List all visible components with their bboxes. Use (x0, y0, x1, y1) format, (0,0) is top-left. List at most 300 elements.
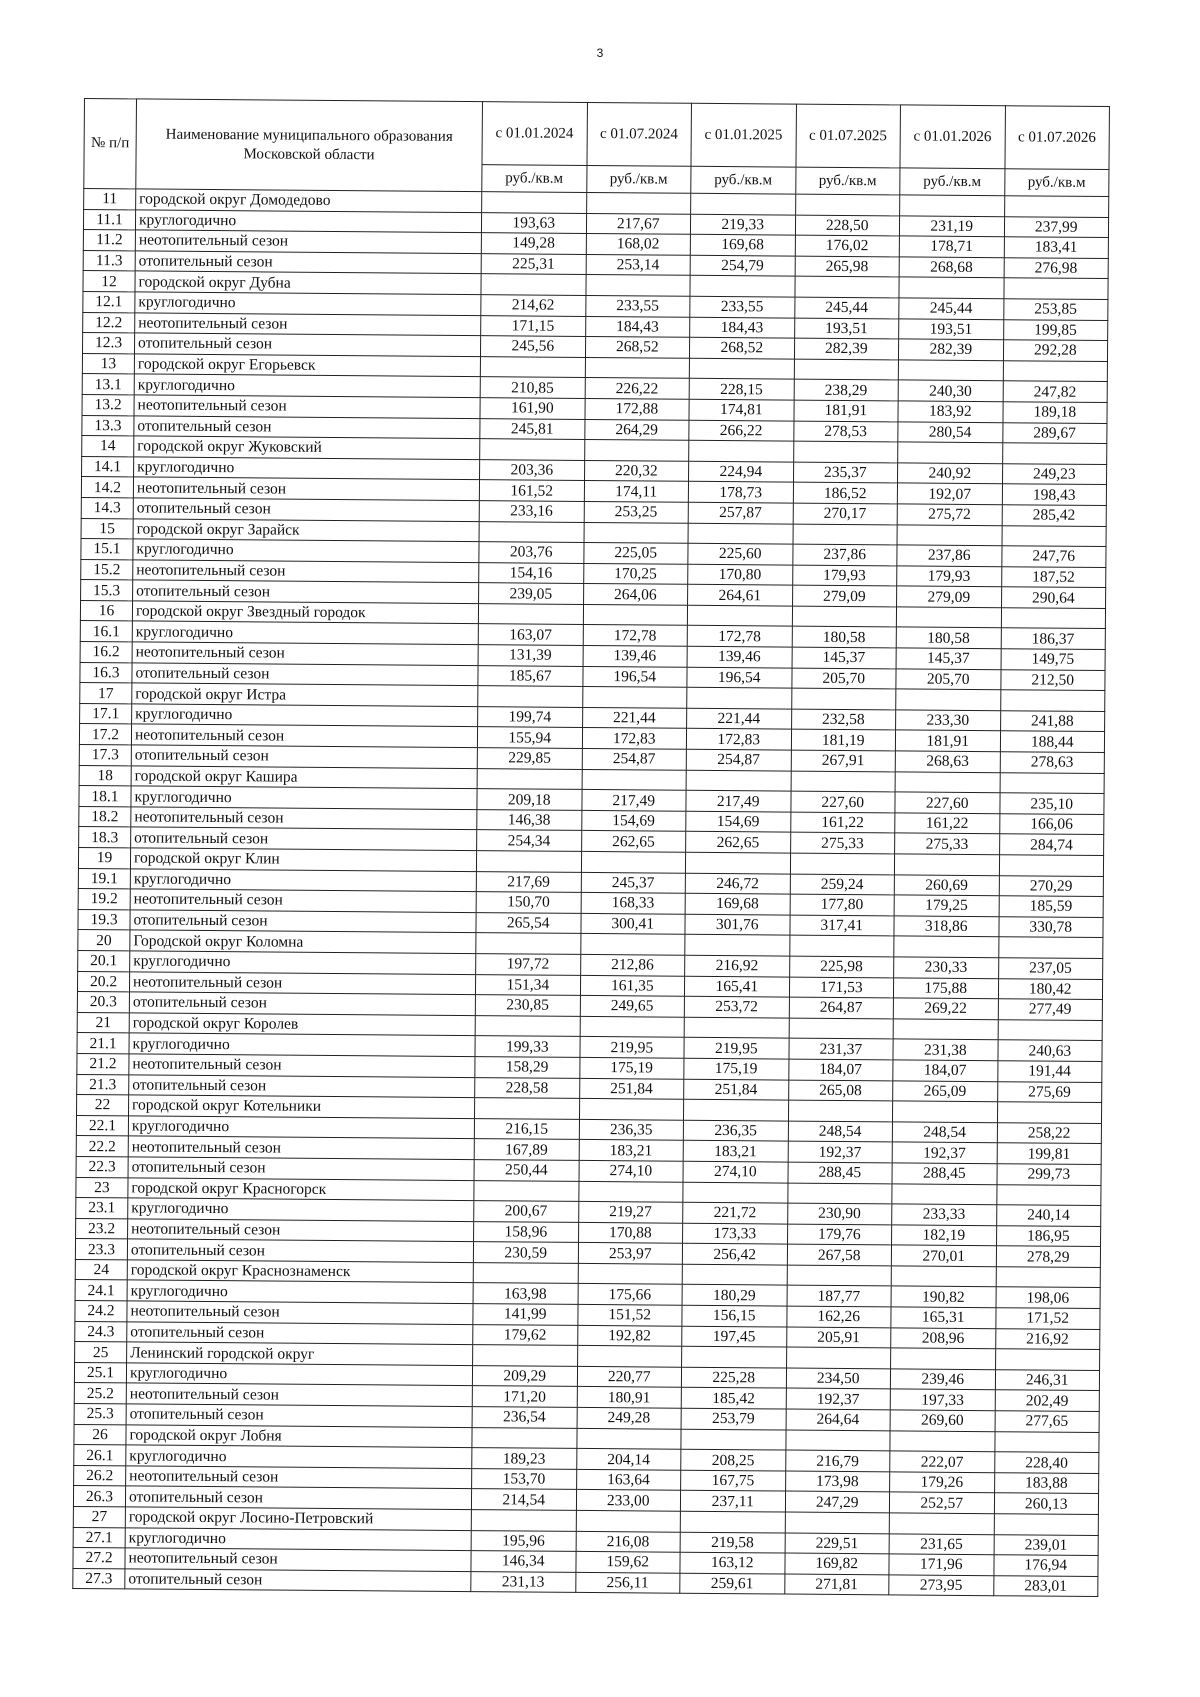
tariff-value (785, 1512, 890, 1533)
tariff-value: 156,15 (682, 1305, 787, 1326)
row-name: городской округ Зарайск (133, 518, 479, 541)
tariff-value: 235,10 (999, 793, 1104, 814)
tariff-value: 232,58 (791, 709, 896, 730)
tariff-value: 180,42 (998, 978, 1103, 999)
row-name: круглогодично (129, 1033, 475, 1056)
row-number: 24 (75, 1259, 127, 1280)
tariff-value: 228,50 (795, 215, 900, 236)
row-number: 25.3 (74, 1403, 126, 1424)
row-number: 16.2 (80, 642, 132, 663)
row-name: круглогодично (134, 457, 480, 480)
tariff-value: 161,22 (790, 812, 895, 833)
tariff-value: 259,24 (790, 874, 895, 895)
tariff-value (476, 851, 581, 872)
tariff-value: 179,62 (473, 1324, 578, 1345)
row-number: 16 (80, 600, 132, 621)
tariff-value (576, 1428, 681, 1449)
tariff-value (1001, 608, 1106, 629)
row-name: отопительный сезон (131, 745, 477, 768)
column-header-period: с 01.07.2026 (1004, 106, 1109, 170)
row-number: 22 (77, 1095, 129, 1116)
tariff-value: 192,07 (897, 483, 1002, 504)
row-number: 27.2 (73, 1548, 125, 1569)
tariff-value: 170,80 (688, 564, 793, 585)
tariff-value: 231,38 (893, 1039, 998, 1060)
tariff-value: 172,78 (583, 625, 688, 646)
row-number: 19.2 (78, 889, 130, 910)
tariff-value: 172,78 (687, 626, 792, 647)
row-number: 24.2 (75, 1301, 127, 1322)
tariff-value: 171,52 (995, 1308, 1100, 1329)
tariff-value: 170,88 (578, 1222, 683, 1243)
tariff-value (472, 1427, 577, 1448)
tariff-value: 169,68 (685, 893, 790, 914)
tariff-value: 180,58 (896, 627, 1001, 648)
row-name: неотопительный сезон (125, 1548, 471, 1571)
tariff-value: 149,28 (481, 233, 586, 254)
row-name: отопительный сезон (126, 1404, 472, 1427)
tariff-value: 166,06 (999, 814, 1104, 835)
tariff-value: 145,37 (896, 648, 1001, 669)
row-name: неотопительный сезон (135, 312, 481, 335)
tariff-value: 231,65 (889, 1533, 994, 1554)
tariff-value: 208,25 (681, 1449, 786, 1470)
tariff-value: 254,79 (690, 255, 795, 276)
tariff-value: 195,96 (471, 1530, 576, 1551)
row-name: отопительный сезон (128, 1157, 474, 1180)
page-number: 3 (596, 46, 604, 60)
row-name: круглогодично (133, 539, 479, 562)
tariff-value: 258,22 (997, 1122, 1102, 1143)
tariff-value (998, 1019, 1103, 1040)
tariff-value: 253,14 (586, 254, 691, 275)
row-number: 15.2 (81, 559, 133, 580)
tariff-value: 259,61 (680, 1573, 785, 1594)
tariff-value (898, 442, 1003, 463)
tariff-value (683, 1182, 788, 1203)
row-number: 20 (78, 930, 130, 951)
tariff-value: 288,45 (892, 1163, 997, 1184)
tariff-value (893, 1019, 998, 1040)
tariff-value: 174,81 (689, 399, 794, 420)
table-body (73, 189, 1109, 1597)
tariff-value: 231,37 (788, 1038, 893, 1059)
tariff-value: 192,82 (577, 1325, 682, 1346)
row-name: неотопительный сезон (128, 1136, 474, 1159)
row-number: 12.2 (83, 312, 135, 333)
tariff-value (892, 1101, 997, 1122)
tariff-value: 233,33 (892, 1204, 997, 1225)
tariff-value: 175,66 (578, 1284, 683, 1305)
tariff-value: 179,25 (894, 895, 999, 916)
tariff-value: 175,19 (684, 1058, 789, 1079)
tariff-value: 181,19 (791, 730, 896, 751)
row-number: 22.1 (76, 1115, 128, 1136)
row-number: 26.1 (74, 1445, 126, 1466)
tariff-value (896, 689, 1001, 710)
tariff-value: 253,72 (684, 996, 789, 1017)
tariff-value: 163,12 (680, 1552, 785, 1573)
tariff-value: 221,72 (683, 1202, 788, 1223)
tariff-value (473, 1262, 578, 1283)
tariff-value (681, 1429, 786, 1450)
row-number: 23.1 (76, 1198, 128, 1219)
row-name: круглогодично (131, 786, 477, 809)
tariff-value: 245,56 (480, 336, 585, 357)
tariff-value: 221,44 (687, 708, 792, 729)
row-name: неотопительный сезон (129, 971, 475, 994)
tariff-value: 240,63 (997, 1040, 1102, 1061)
tariff-value: 282,39 (898, 339, 1003, 360)
tariff-value: 163,07 (478, 624, 583, 645)
row-number: 17.1 (80, 703, 132, 724)
row-number: 14 (82, 436, 134, 457)
tariff-value: 300,41 (580, 913, 685, 934)
tariff-value: 254,87 (582, 748, 687, 769)
tariff-value (1003, 360, 1108, 381)
tariff-value: 171,20 (472, 1386, 577, 1407)
tariff-value (1000, 690, 1105, 711)
tariff-value: 245,44 (899, 298, 1004, 319)
tariff-value (482, 192, 587, 213)
row-name: круглогодично (135, 210, 481, 233)
tariff-value (690, 276, 795, 297)
row-name: круглогодично (130, 951, 476, 974)
tariff-value: 221,44 (582, 707, 687, 728)
tariff-value: 149,75 (1001, 649, 1106, 670)
row-name: отопительный сезон (133, 498, 479, 521)
row-number: 19.1 (78, 868, 130, 889)
tariff-value: 233,16 (479, 501, 584, 522)
tariff-value (787, 1183, 892, 1204)
row-number: 21 (77, 1012, 129, 1033)
tariff-value (789, 935, 894, 956)
tariff-value (890, 1430, 995, 1451)
row-number: 11.3 (83, 250, 135, 271)
row-number: 25.2 (74, 1383, 126, 1404)
tariff-value: 271,81 (784, 1574, 889, 1595)
row-name: городской округ Лобня (126, 1424, 472, 1447)
tariff-value: 228,58 (475, 1077, 580, 1098)
tariff-value: 141,99 (473, 1304, 578, 1325)
unit-label: руб./кв.м (482, 165, 587, 193)
tariff-value: 248,54 (788, 1121, 893, 1142)
tariff-value: 273,95 (889, 1575, 994, 1596)
row-name: круглогодично (128, 1116, 474, 1139)
row-name: неотопительный сезон (130, 889, 476, 912)
row-name: круглогодично (135, 292, 481, 315)
tariff-value: 279,09 (792, 585, 897, 606)
tariff-value: 249,23 (1002, 463, 1107, 484)
tariff-value: 183,41 (1004, 237, 1109, 258)
tariff-value: 217,67 (586, 213, 691, 234)
tariff-value: 161,22 (895, 813, 1000, 834)
tariff-value: 151,52 (577, 1304, 682, 1325)
column-header-period: с 01.01.2025 (691, 103, 796, 167)
tariff-value: 260,69 (894, 874, 999, 895)
tariff-value: 217,49 (581, 790, 686, 811)
tariff-value: 171,96 (889, 1554, 994, 1575)
tariff-value: 239,46 (890, 1369, 995, 1390)
tariff-value: 236,54 (472, 1407, 577, 1428)
row-name: Городской округ Коломна (130, 930, 476, 953)
row-name: городской округ Лосино-Петровский (125, 1507, 471, 1530)
tariff-value: 275,33 (790, 832, 895, 853)
tariff-value: 219,33 (690, 214, 795, 235)
tariff-value: 267,91 (791, 750, 896, 771)
row-number: 25 (75, 1342, 127, 1363)
tariff-value: 154,69 (686, 811, 791, 832)
tariff-value: 248,54 (892, 1122, 997, 1143)
tariff-value: 159,62 (575, 1552, 680, 1573)
tariff-value: 252,57 (889, 1492, 994, 1513)
unit-label: руб./кв.м (1004, 169, 1109, 197)
tariff-value: 172,88 (584, 398, 689, 419)
tariff-value (481, 274, 586, 295)
tariff-value: 240,14 (996, 1205, 1101, 1226)
tariff-value: 168,33 (581, 893, 686, 914)
tariff-value: 230,90 (787, 1203, 892, 1224)
tariff-value: 178,71 (899, 236, 1004, 257)
tariff-value: 192,37 (788, 1141, 893, 1162)
tariff-value (474, 1180, 579, 1201)
tariff-value: 278,53 (793, 421, 898, 442)
tariff-value: 264,06 (583, 584, 688, 605)
tariff-value (687, 605, 792, 626)
row-name: круглогодично (132, 704, 478, 727)
tariff-value: 184,43 (690, 317, 795, 338)
tariff-value (580, 1016, 685, 1037)
row-number: 16.3 (80, 662, 132, 683)
tariff-value (1002, 443, 1107, 464)
tariff-value: 199,74 (478, 706, 583, 727)
row-number: 23 (76, 1177, 128, 1198)
tariff-value: 170,25 (583, 563, 688, 584)
tariff-value: 277,65 (995, 1411, 1100, 1432)
tariff-value: 247,82 (1003, 381, 1108, 402)
row-number: 12 (83, 271, 135, 292)
row-name: круглогодично (125, 1527, 471, 1550)
tariff-value: 212,86 (580, 954, 685, 975)
tariff-value: 169,68 (690, 234, 795, 255)
tariff-value (794, 359, 899, 380)
tariff-value: 237,05 (998, 958, 1103, 979)
tariff-value (583, 604, 688, 625)
tariff-value (687, 688, 792, 709)
tariff-value: 227,60 (790, 791, 895, 812)
tariff-value: 188,44 (1000, 731, 1105, 752)
tariff-value (685, 935, 790, 956)
tariff-value: 233,30 (896, 710, 1001, 731)
row-number: 27.1 (73, 1527, 125, 1548)
row-number: 17 (80, 683, 132, 704)
row-number: 18 (79, 765, 131, 786)
tariff-value (474, 1098, 579, 1119)
row-name: отопительный сезон (130, 910, 476, 933)
row-name: круглогодично (127, 1280, 473, 1303)
tariff-value: 219,95 (684, 1038, 789, 1059)
row-name: городской округ Дубна (135, 271, 481, 294)
tariff-value (787, 1265, 892, 1286)
tariff-value: 274,10 (579, 1160, 684, 1181)
tariff-value: 280,54 (898, 421, 1003, 442)
tariff-value: 179,93 (897, 566, 1002, 587)
tariff-value: 229,51 (785, 1533, 890, 1554)
tariff-value: 240,92 (897, 463, 1002, 484)
row-name: отопительный сезон (133, 580, 479, 603)
tariff-value: 214,54 (471, 1489, 576, 1510)
tariff-value (896, 607, 1001, 628)
tariff-value: 253,85 (1003, 299, 1108, 320)
tariff-value (680, 1511, 785, 1532)
row-number: 14.3 (81, 497, 133, 518)
tariff-value: 225,98 (789, 956, 894, 977)
tariff-value: 198,06 (996, 1287, 1101, 1308)
tariff-value: 205,91 (786, 1327, 891, 1348)
tariff-value: 249,28 (577, 1407, 682, 1428)
tariff-value: 235,37 (793, 462, 898, 483)
tariff-value: 276,98 (1004, 258, 1109, 279)
tariff-value: 225,60 (688, 543, 793, 564)
tariff-value: 209,18 (477, 789, 582, 810)
tariff-value: 185,67 (478, 665, 583, 686)
row-name: отопительный сезон (129, 1074, 475, 1097)
tariff-value: 202,49 (995, 1390, 1100, 1411)
row-number: 15.1 (81, 539, 133, 560)
tariff-value: 236,35 (579, 1119, 684, 1140)
tariff-value: 220,77 (577, 1366, 682, 1387)
tariff-value: 219,27 (578, 1202, 683, 1223)
tariff-value: 199,85 (1003, 319, 1108, 340)
tariff-value: 197,72 (476, 954, 581, 975)
tariff-value: 193,51 (899, 318, 1004, 339)
tariff-value: 162,26 (786, 1306, 891, 1327)
tariff-value: 190,82 (891, 1286, 996, 1307)
row-name: городской округ Котельники (129, 1095, 475, 1118)
tariff-value: 212,50 (1000, 669, 1105, 690)
row-number: 18.1 (79, 786, 131, 807)
row-name: городской округ Королев (129, 1013, 475, 1036)
row-number: 11.1 (83, 209, 135, 230)
tariff-value: 219,58 (680, 1532, 785, 1553)
row-number: 18.2 (79, 806, 131, 827)
tariff-value: 161,90 (480, 398, 585, 419)
row-name: неотопительный сезон (127, 1301, 473, 1324)
row-name: городской округ Звездный городок (132, 601, 478, 624)
tariff-value: 180,91 (577, 1387, 682, 1408)
row-number: 26 (74, 1424, 126, 1445)
tariff-value: 203,36 (480, 459, 585, 480)
tariff-value: 229,85 (477, 748, 582, 769)
tariff-value: 246,72 (685, 873, 790, 894)
tariff-value: 290,64 (1001, 587, 1106, 608)
row-number: 12.1 (83, 291, 135, 312)
tariff-value: 220,32 (584, 460, 689, 481)
tariff-value (997, 1102, 1102, 1123)
row-number: 19 (78, 847, 130, 868)
tariff-value: 216,92 (685, 955, 790, 976)
tariff-value: 179,76 (787, 1224, 892, 1245)
tariff-value (996, 1184, 1101, 1205)
tariff-value (473, 1345, 578, 1366)
tariff-value: 173,33 (683, 1223, 788, 1244)
tariff-value: 208,96 (891, 1328, 996, 1349)
row-name: городской округ Красногорск (128, 1177, 474, 1200)
tariff-value: 200,67 (474, 1201, 579, 1222)
row-name: круглогодично (128, 1198, 474, 1221)
tariff-value: 278,63 (1000, 752, 1105, 773)
tariff-value (1003, 278, 1108, 299)
tariff-value: 237,86 (897, 545, 1002, 566)
tariff-value: 230,85 (475, 995, 580, 1016)
tariff-value (478, 686, 583, 707)
tariff-value: 210,85 (480, 377, 585, 398)
row-name: отопительный сезон (125, 1486, 471, 1509)
tariff-value: 146,38 (477, 809, 582, 830)
tariff-value (682, 1346, 787, 1367)
tariff-value (891, 1266, 996, 1287)
tariff-value (685, 852, 790, 873)
row-number: 17.3 (79, 745, 131, 766)
tariff-value: 239,05 (479, 583, 584, 604)
unit-label: руб./кв.м (691, 166, 796, 194)
tariff-value: 189,23 (472, 1448, 577, 1469)
tariff-value: 169,82 (784, 1553, 889, 1574)
tariff-value (899, 277, 1004, 298)
tariff-value: 175,19 (579, 1057, 684, 1078)
row-number: 25.1 (74, 1362, 126, 1383)
tariff-value: 225,31 (481, 253, 586, 274)
tariff-value: 289,67 (1002, 422, 1107, 443)
tariff-value: 228,40 (994, 1452, 1099, 1473)
tariff-value: 155,94 (477, 727, 582, 748)
tariff-value (581, 851, 686, 872)
tariff-value: 184,07 (893, 1060, 998, 1081)
row-name: Ленинский городской округ (127, 1342, 473, 1365)
tariff-value: 197,45 (682, 1326, 787, 1347)
tariff-value: 234,50 (786, 1368, 891, 1389)
tariff-value: 239,01 (994, 1534, 1099, 1555)
tariff-value: 236,35 (683, 1120, 788, 1141)
row-number: 27 (73, 1506, 125, 1527)
tariff-value: 177,80 (790, 894, 895, 915)
tariff-value: 205,70 (896, 669, 1001, 690)
tariff-value: 270,17 (793, 503, 898, 524)
tariff-value: 270,01 (891, 1245, 996, 1266)
row-name: неотопительный сезон (126, 1383, 472, 1406)
tariff-value: 233,55 (585, 295, 690, 316)
tariff-value (900, 195, 1005, 216)
tariff-value: 205,70 (791, 668, 896, 689)
tariff-value: 183,88 (994, 1473, 1099, 1494)
tariff-value: 186,95 (996, 1225, 1101, 1246)
tariff-value: 225,28 (681, 1367, 786, 1388)
row-number: 13.2 (82, 394, 134, 415)
tariff-value: 284,74 (999, 834, 1104, 855)
tariff-value: 178,73 (688, 482, 793, 503)
tariff-value: 269,60 (890, 1410, 995, 1431)
tariff-value (793, 441, 898, 462)
row-name: неотопительный сезон (128, 1219, 474, 1242)
tariff-value: 154,16 (479, 562, 584, 583)
tariff-value (585, 357, 690, 378)
row-name: круглогодично (126, 1445, 472, 1468)
tariff-value: 187,52 (1001, 566, 1106, 587)
tariff-value: 237,11 (680, 1491, 785, 1512)
row-name: городской округ Истра (132, 683, 478, 706)
tariff-value (792, 606, 897, 627)
row-number: 19.3 (78, 909, 130, 930)
